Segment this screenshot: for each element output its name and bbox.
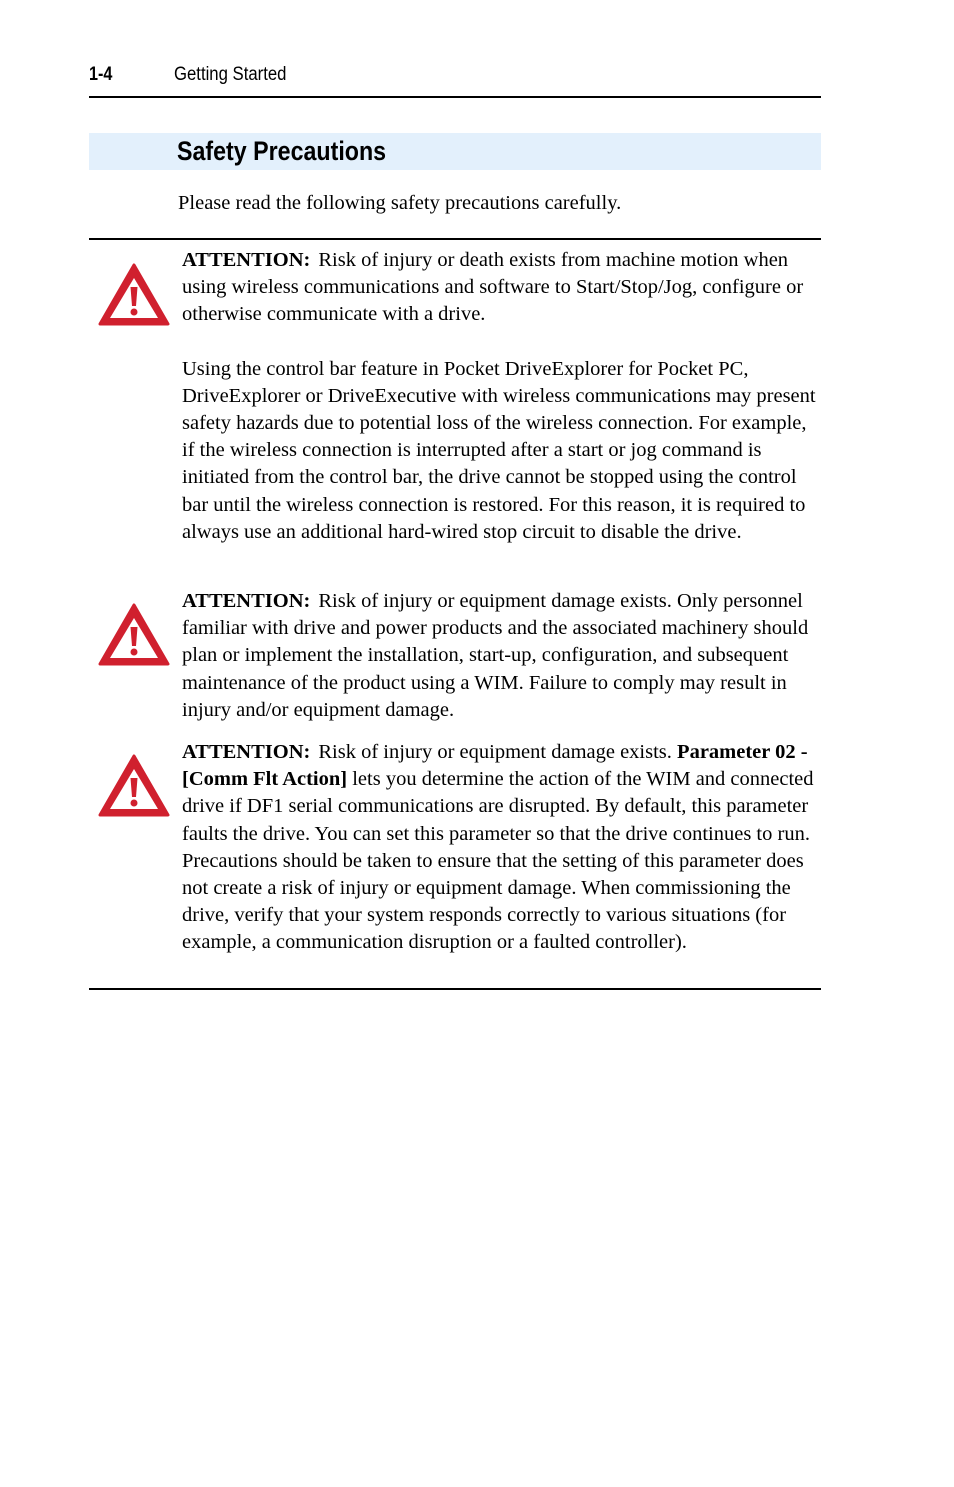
section-heading-bar bbox=[89, 133, 821, 170]
warning-triangle-icon bbox=[97, 601, 171, 667]
parameter-reference: Parameter 02 - [Comm Flt Action] bbox=[182, 741, 808, 791]
page-number: 1-4 bbox=[89, 64, 113, 85]
top-divider bbox=[89, 238, 821, 240]
warning-statement bbox=[182, 739, 822, 957]
warning-triangle-icon bbox=[97, 752, 171, 818]
warning-detail: Using the control bar feature in Pocket DriveExplorer for Pocket PC, DriveExplorer or DriveExecutive with wireless communications may present safety hazards due to potential loss of the wireless connection. For example, if the wireless connection is interrupted after a start or jog command is initiated from the control bar, the drive cannot be stopped using the control bar until the wireless connection is restored. For this reason, it is required to always use an additional hard-wired stop circuit to disable the drive. bbox=[182, 357, 816, 543]
warning-triangle-icon bbox=[97, 261, 171, 327]
running-title: Getting Started bbox=[174, 64, 287, 85]
warning-block-motion bbox=[182, 247, 822, 546]
page-header bbox=[89, 60, 821, 98]
intro-text: Please read the following safety precautions carefully. bbox=[178, 192, 622, 214]
warning-block-personnel bbox=[182, 588, 822, 724]
attention-label: ATTENTION: bbox=[182, 741, 311, 763]
attention-label: ATTENTION: bbox=[182, 590, 311, 612]
warning-text-lead: Risk of injury or equipment damage exists. bbox=[318, 741, 672, 763]
warning-text: Risk of injury or death exists from machine motion when using wireless communications and software to Start/Stop/Jog, configure or otherwise communicate with a drive. bbox=[182, 249, 804, 326]
bottom-divider bbox=[89, 988, 821, 990]
warning-statement bbox=[182, 588, 822, 724]
warning-statement bbox=[182, 247, 822, 329]
warning-text: Risk of injury or equipment damage exists. Only personnel familiar with drive and power products and the associated machinery should plan or implement the installation, start-up, configuration, and subsequent maintenance of the product using a WIM. Failure to comply may result in injury and/or equipment damage. bbox=[182, 590, 809, 721]
attention-label: ATTENTION: bbox=[182, 249, 311, 271]
warning-text-rest: lets you determine the action of the WIM and connected drive if DF1 serial communications are disrupted. By default, this parameter faults the drive. You can set this parameter so that the drive continues to run. Precautions should be taken to ensure that the setting of this parameter does not create a risk of injury or equipment damage. When commissioning the drive, verify that your system responds correctly to various situations (for example, a communication disruption or a faulted controller). bbox=[182, 768, 814, 954]
section-title: Safety Precautions bbox=[177, 136, 387, 166]
warning-block-comm-fault bbox=[182, 739, 822, 957]
